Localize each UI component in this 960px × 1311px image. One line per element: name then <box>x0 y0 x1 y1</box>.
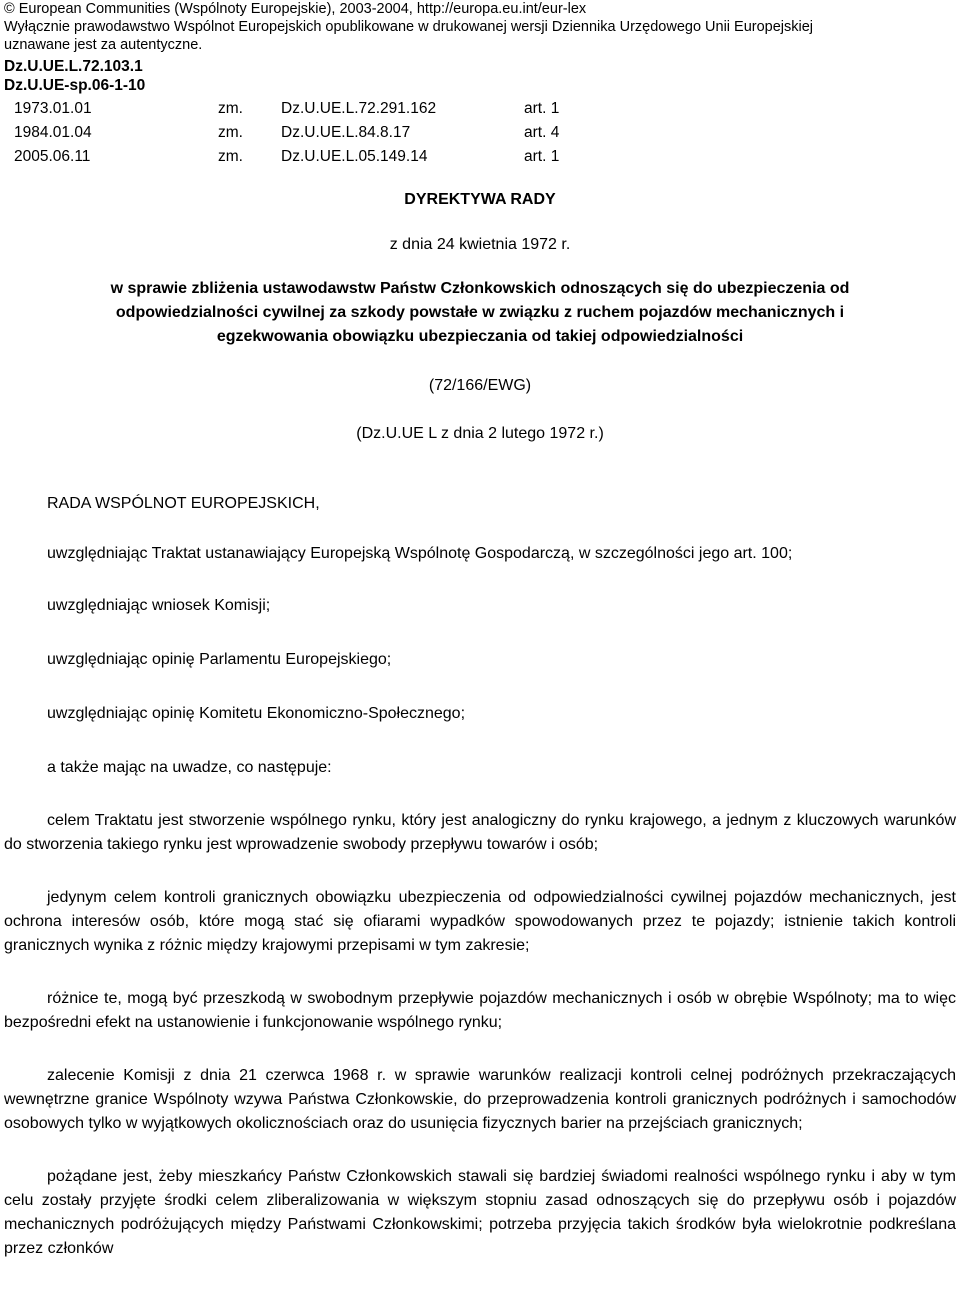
amendment-date: 1973.01.01 <box>14 100 92 117</box>
subject-line: w sprawie zbliżenia ustawodawstw Państw Członkowskich odnoszących się do ubezpieczenia od <box>110 280 850 297</box>
recital-paragraph: celem Traktatu jest stworzenie wspólnego rynku, który jest analogiczny do rynku krajowego, a jednym z kluczowych warunków do stworzenia takiego rynku jest wprowadzenie swobody przepływu towarów i osób; <box>4 812 956 853</box>
amendment-ref: Dz.U.UE.L.84.8.17 <box>281 124 411 141</box>
recital-paragraph: jedynym celem kontroli granicznych obowiązku ubezpieczenia od odpowiedzialności cywilnej pojazdów mechanicznych, jest ochrona interesów osób, które mogą stać się ofiarami wypadków spowodowanych przez te pojazdy; istnienie takich kontroli granicznych wynika z różnic między krajowymi przepisami w tym zakresie; <box>4 889 956 954</box>
copyright-line: © European Communities (Wspólnoty Europejskie), 2003-2004, http://europa.eu.int/eur-lex <box>4 1 587 17</box>
amendment-date: 2005.06.11 <box>14 148 91 165</box>
amendment-kind: zm. <box>218 100 243 117</box>
recital-paragraph: pożądane jest, żeby mieszkańcy Państw Członkowskich stawali się bardziej świadomi realności wspólnego rynku i aby w tym celu zostały przyjęte środki celem zliberalizowania w większym stopniu zasad odnoszących się do przepływu osób i pojazdów mechanicznych podróżujących między Państwami Członkowskimi; potrzeba przyjęcia takich środków była wielokrotnie podkreślana przez członków <box>4 1168 956 1257</box>
amendment-row <box>0 97 960 121</box>
citation-parliament: uwzględniając opinię Parlamentu Europejskiego; <box>47 651 392 668</box>
amendments-list <box>0 97 960 169</box>
amendment-row <box>0 145 960 169</box>
recital-paragraph: różnice te, mogą być przeszkodą w swobodnym przepływie pojazdów mechanicznych i osób w obrębie Wspólnoty; ma to więc bezpośredni efekt na ustanowienie i funkcjonowanie wspólnego rynku; <box>4 990 956 1031</box>
amendment-date: 1984.01.04 <box>14 124 92 141</box>
amendment-kind: zm. <box>218 148 243 165</box>
disclaimer-line: uznawane jest za autentyczne. <box>4 37 203 53</box>
source-header <box>4 0 956 54</box>
amendment-article: art. 4 <box>524 124 560 141</box>
citation-treaty: uwzględniając Traktat ustanawiający Europejską Wspólnotę Gospodarczą, w szczególności jego art. 100; <box>47 545 793 562</box>
citation-commission: uwzględniając wniosek Komisji; <box>47 597 271 614</box>
special-edition-reference: Dz.U.UE-sp.06-1-10 <box>4 77 146 94</box>
amendment-ref: Dz.U.UE.L.72.291.162 <box>281 100 437 117</box>
document-number: (72/166/EWG) <box>428 377 532 394</box>
citation-committee: uwzględniając opinię Komitetu Ekonomiczno-Społecznego; <box>47 705 466 722</box>
subject-line: odpowiedzialności cywilnej za szkody powstałe w związku z ruchem pojazdów mechanicznych i <box>115 304 845 321</box>
document-subject <box>0 277 960 349</box>
celex-reference: Dz.U.UE.L.72.103.1 <box>4 58 143 75</box>
publication-reference: (Dz.U.UE L z dnia 2 lutego 1972 r.) <box>356 425 604 442</box>
recitals-intro: a także mając na uwadze, co następuje: <box>47 759 332 776</box>
recital-paragraph: zalecenie Komisji z dnia 21 czerwca 1968 r. w sprawie warunków realizacji kontroli celnej podróżnych przekraczających wewnętrzne granice Wspólnoty wzywa Państwa Członkowskie, do przeprowadzenia kontroli granicznych podróżnych i samochodów osobowych tylko w wyjątkowych okolicznościach oraz do usunięcia fizycznych barier na przejściach granicznych; <box>4 1067 956 1132</box>
document-type: DYREKTYWA RADY <box>404 191 556 208</box>
disclaimer-line: Wyłącznie prawodawstwo Wspólnot Europejskich opublikowane w drukowanej wersji Dziennika Urzędowego Unii Europejskiej <box>4 19 814 35</box>
subject-line: egzekwowania obowiązku ubezpieczania od takiej odpowiedzialności <box>216 328 744 345</box>
document-date: z dnia 24 kwietnia 1972 r. <box>389 236 571 253</box>
amendment-kind: zm. <box>218 124 243 141</box>
amendment-ref: Dz.U.UE.L.05.149.14 <box>281 148 428 165</box>
amendment-row <box>0 121 960 145</box>
amendment-article: art. 1 <box>524 100 560 117</box>
council-heading: RADA WSPÓLNOT EUROPEJSKICH, <box>47 495 320 512</box>
amendment-article: art. 1 <box>524 148 560 165</box>
